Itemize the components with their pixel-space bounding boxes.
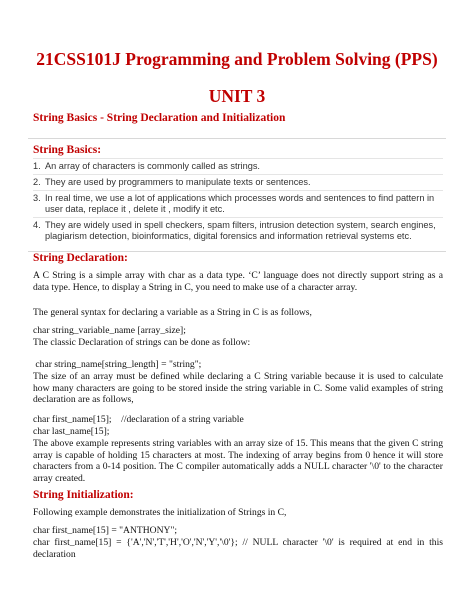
course-title: 21CSS101J Programming and Problem Solving (PPS) (36, 49, 438, 69)
list-number: 4. (33, 220, 41, 230)
list-text: They are widely used in spell checkers, spam filters, intrusion detection system, search engines, plagiarism detection, bioinformatics, digital forensics and information retrieval systems etc. (45, 220, 436, 241)
declaration-code-2: char last_name[15]; (33, 426, 110, 437)
string-declaration-heading: String Declaration: (33, 252, 128, 264)
initialization-code-1: char first_name[15] = "ANTHONY"; (33, 525, 178, 536)
declaration-paragraph-3: The classic Declaration of strings can be done as follow: (33, 337, 251, 348)
list-text: An array of characters is commonly called as strings. (45, 161, 260, 171)
declaration-paragraph-2: The general syntax for declaring a variable as a String in C is as follows, (33, 307, 312, 318)
declaration-syntax: char string_variable_name [array_size]; (33, 325, 186, 336)
list-item (33, 190, 443, 217)
string-basics-heading: String Basics: (33, 144, 102, 156)
string-initialization-heading: String Initialization: (33, 489, 134, 501)
declaration-paragraph-4: The size of an array must be defined while declaring a C String variable because it is used to calculate how many characters are going to be stored inside the string variable in C. Some valid examples of string declaration are as follows, (33, 371, 443, 406)
initialization-paragraph-1: Following example demonstrates the initialization of Strings in C, (33, 507, 287, 518)
declaration-paragraph-5: The above example represents string variables with an array size of 15. This means that the given C string array is capable of holding 15 characters at most. The indexing of array begins from 0 hence it will store characters from a 0-14 position. The C compiler automatically adds a NULL character '\0' to the character array created. (33, 438, 443, 484)
declaration-code-1: char first_name[15]; //declaration of a string variable (33, 414, 244, 425)
list-text: They are used by programmers to manipulate texts or sentences. (45, 177, 311, 187)
initialization-code-2: char first_name[15] = {'A','N','T','H','O','N','Y','\0'}; // NULL character '\0' is required at end in this declaration (33, 537, 443, 560)
section-subtitle: String Basics - String Declaration and Initialization (33, 112, 286, 124)
list-number: 1. (33, 161, 41, 171)
list-number: 2. (33, 177, 41, 187)
list-item (33, 174, 443, 190)
string-basics-list (33, 158, 443, 244)
list-item (33, 217, 443, 244)
declaration-paragraph-1: A C String is a simple array with char as a data type. ‘C’ language does not directly support string as a data type. Hence, to display a String in C, you need to make use of a character array. (33, 270, 443, 293)
declaration-example: char string_name[string_length] = "string"; (33, 359, 202, 370)
list-number: 3. (33, 193, 41, 203)
list-item (33, 158, 443, 174)
list-text: In real time, we use a lot of applications which processes words and sentences to find pattern in user data, replace it , delete it , modify it etc. (45, 193, 435, 214)
unit-title: UNIT 3 (208, 86, 266, 106)
